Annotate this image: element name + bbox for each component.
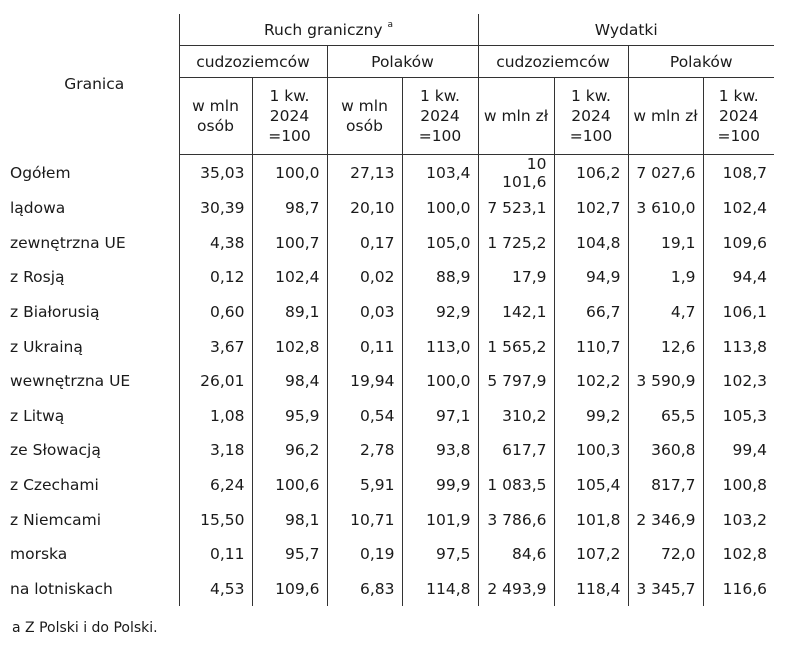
cell-value: 0,60	[179, 295, 252, 330]
header-wydatki-cudzoziemcow: cudzoziemców	[478, 46, 628, 78]
cell-value: 93,8	[402, 433, 478, 468]
cell-value: 142,1	[478, 295, 554, 330]
header-unit-mln-osob: w mln osób	[327, 78, 402, 155]
cell-value: 109,6	[703, 226, 774, 261]
cell-value: 3 345,7	[628, 572, 703, 607]
cell-value: 5 797,9	[478, 364, 554, 399]
cell-value: 6,24	[179, 468, 252, 503]
cell-value: 4,38	[179, 226, 252, 261]
cell-value: 109,6	[252, 572, 327, 607]
cell-value: 102,8	[703, 537, 774, 572]
row-label: Ogółem	[10, 163, 71, 182]
cell-value: 84,6	[478, 537, 554, 572]
table-row	[10, 433, 774, 468]
cell-value: 101,9	[402, 502, 478, 537]
cell-value: 102,4	[252, 260, 327, 295]
cell-value: 2 493,9	[478, 572, 554, 607]
cell-value: 97,5	[402, 537, 478, 572]
header-ruch-graniczny	[179, 14, 478, 46]
cell-value: 102,2	[554, 364, 628, 399]
cell-value: 0,03	[327, 295, 402, 330]
cell-value: 4,7	[628, 295, 703, 330]
cell-value: 101,8	[554, 502, 628, 537]
cell-value: 0,17	[327, 226, 402, 261]
header-ruch-polakow: Polaków	[327, 46, 478, 78]
cell-value: 114,8	[402, 572, 478, 607]
footnote: a Z Polski i do Polski.	[12, 620, 158, 636]
cell-value: 3 610,0	[628, 191, 703, 226]
cell-value: 98,1	[252, 502, 327, 537]
cell-value: 99,2	[554, 399, 628, 434]
header-index: 1 kw. 2024 =100	[554, 78, 628, 155]
cell-value: 0,12	[179, 260, 252, 295]
row-label: z Litwą	[10, 406, 65, 425]
cell-value: 108,7	[703, 155, 774, 192]
cell-value: 97,1	[402, 399, 478, 434]
cell-value: 65,5	[628, 399, 703, 434]
header-wydatki: Wydatki	[478, 14, 774, 46]
cell-value: 19,94	[327, 364, 402, 399]
cell-value: 3,18	[179, 433, 252, 468]
table-header	[10, 14, 774, 155]
header-index: 1 kw. 2024 =100	[252, 78, 327, 155]
table-row	[10, 572, 774, 607]
cell-value: 3,67	[179, 329, 252, 364]
cell-value: 94,4	[703, 260, 774, 295]
cell-value: 100,3	[554, 433, 628, 468]
cell-value: 105,3	[703, 399, 774, 434]
cell-value: 35,03	[179, 155, 252, 192]
header-index: 1 kw. 2024 =100	[703, 78, 774, 155]
cell-value: 1 565,2	[478, 329, 554, 364]
header-unit-mln-zl: w mln zł	[628, 78, 703, 155]
cell-value: 15,50	[179, 502, 252, 537]
cell-value: 116,6	[703, 572, 774, 607]
cell-value: 102,4	[703, 191, 774, 226]
cell-value: 6,83	[327, 572, 402, 607]
cell-value: 100,0	[252, 155, 327, 192]
cell-value: 0,54	[327, 399, 402, 434]
row-label: lądowa	[10, 199, 66, 218]
table-row	[10, 468, 774, 503]
cell-value: 113,8	[703, 329, 774, 364]
header-index: 1 kw. 2024 =100	[402, 78, 478, 155]
cell-value: 19,1	[628, 226, 703, 261]
cell-value: 10 101,6	[478, 155, 554, 192]
footnote-marker: a	[387, 19, 394, 30]
table-row	[10, 295, 774, 330]
cell-value: 1,9	[628, 260, 703, 295]
row-label: zewnętrzna UE	[10, 233, 126, 252]
cell-value: 99,9	[402, 468, 478, 503]
header-wydatki-polakow: Polaków	[628, 46, 774, 78]
cell-value: 102,3	[703, 364, 774, 399]
cell-value: 2 346,9	[628, 502, 703, 537]
cell-value: 88,9	[402, 260, 478, 295]
row-label: z Białorusią	[10, 303, 100, 322]
cell-value: 72,0	[628, 537, 703, 572]
cell-value: 107,2	[554, 537, 628, 572]
row-label: wewnętrzna UE	[10, 372, 131, 391]
cell-value: 3 786,6	[478, 502, 554, 537]
cell-value: 99,4	[703, 433, 774, 468]
cell-value: 0,11	[179, 537, 252, 572]
cell-value: 30,39	[179, 191, 252, 226]
cell-value: 100,0	[402, 191, 478, 226]
cell-value: 5,91	[327, 468, 402, 503]
cell-value: 27,13	[327, 155, 402, 192]
cell-value: 100,0	[402, 364, 478, 399]
cell-value: 20,10	[327, 191, 402, 226]
row-label: z Ukrainą	[10, 337, 83, 356]
header-unit-mln-zl: w mln zł	[478, 78, 554, 155]
cell-value: 105,0	[402, 226, 478, 261]
table-row	[10, 191, 774, 226]
cell-value: 1,08	[179, 399, 252, 434]
cell-value: 95,7	[252, 537, 327, 572]
table-row	[10, 364, 774, 399]
table-row	[10, 502, 774, 537]
cell-value: 310,2	[478, 399, 554, 434]
border-traffic-table	[10, 14, 774, 606]
cell-value: 95,9	[252, 399, 327, 434]
row-label: z Rosją	[10, 268, 65, 287]
table-row	[10, 155, 774, 192]
cell-value: 110,7	[554, 329, 628, 364]
table-row	[10, 260, 774, 295]
table-row	[10, 226, 774, 261]
cell-value: 104,8	[554, 226, 628, 261]
cell-value: 617,7	[478, 433, 554, 468]
cell-value: 4,53	[179, 572, 252, 607]
cell-value: 118,4	[554, 572, 628, 607]
row-label: ze Słowacją	[10, 441, 101, 460]
cell-value: 100,8	[703, 468, 774, 503]
cell-value: 96,2	[252, 433, 327, 468]
cell-value: 66,7	[554, 295, 628, 330]
cell-value: 0,19	[327, 537, 402, 572]
cell-value: 100,6	[252, 468, 327, 503]
cell-value: 1 725,2	[478, 226, 554, 261]
cell-value: 7 523,1	[478, 191, 554, 226]
cell-value: 100,7	[252, 226, 327, 261]
row-label: morska	[10, 545, 68, 564]
cell-value: 0,11	[327, 329, 402, 364]
cell-value: 106,2	[554, 155, 628, 192]
cell-value: 105,4	[554, 468, 628, 503]
cell-value: 106,1	[703, 295, 774, 330]
cell-value: 2,78	[327, 433, 402, 468]
header-ruch-cudzoziemcow: cudzoziemców	[179, 46, 327, 78]
header-ruch-label: Ruch graniczny	[263, 20, 383, 39]
header-granica: Granica	[64, 75, 125, 94]
cell-value: 1 083,5	[478, 468, 554, 503]
cell-value: 360,8	[628, 433, 703, 468]
cell-value: 12,6	[628, 329, 703, 364]
header-unit-mln-osob: w mln osób	[179, 78, 252, 155]
cell-value: 102,8	[252, 329, 327, 364]
table-row	[10, 537, 774, 572]
cell-value: 113,0	[402, 329, 478, 364]
cell-value: 17,9	[478, 260, 554, 295]
cell-value: 26,01	[179, 364, 252, 399]
cell-value: 10,71	[327, 502, 402, 537]
table-body	[10, 155, 774, 607]
table-row	[10, 329, 774, 364]
cell-value: 817,7	[628, 468, 703, 503]
row-label: z Niemcami	[10, 510, 102, 529]
table-row	[10, 399, 774, 434]
row-label: na lotniskach	[10, 579, 113, 598]
cell-value: 3 590,9	[628, 364, 703, 399]
row-label: z Czechami	[10, 476, 99, 495]
cell-value: 0,02	[327, 260, 402, 295]
cell-value: 103,2	[703, 502, 774, 537]
cell-value: 94,9	[554, 260, 628, 295]
cell-value: 98,4	[252, 364, 327, 399]
cell-value: 98,7	[252, 191, 327, 226]
cell-value: 89,1	[252, 295, 327, 330]
cell-value: 92,9	[402, 295, 478, 330]
cell-value: 103,4	[402, 155, 478, 192]
cell-value: 7 027,6	[628, 155, 703, 192]
cell-value: 102,7	[554, 191, 628, 226]
